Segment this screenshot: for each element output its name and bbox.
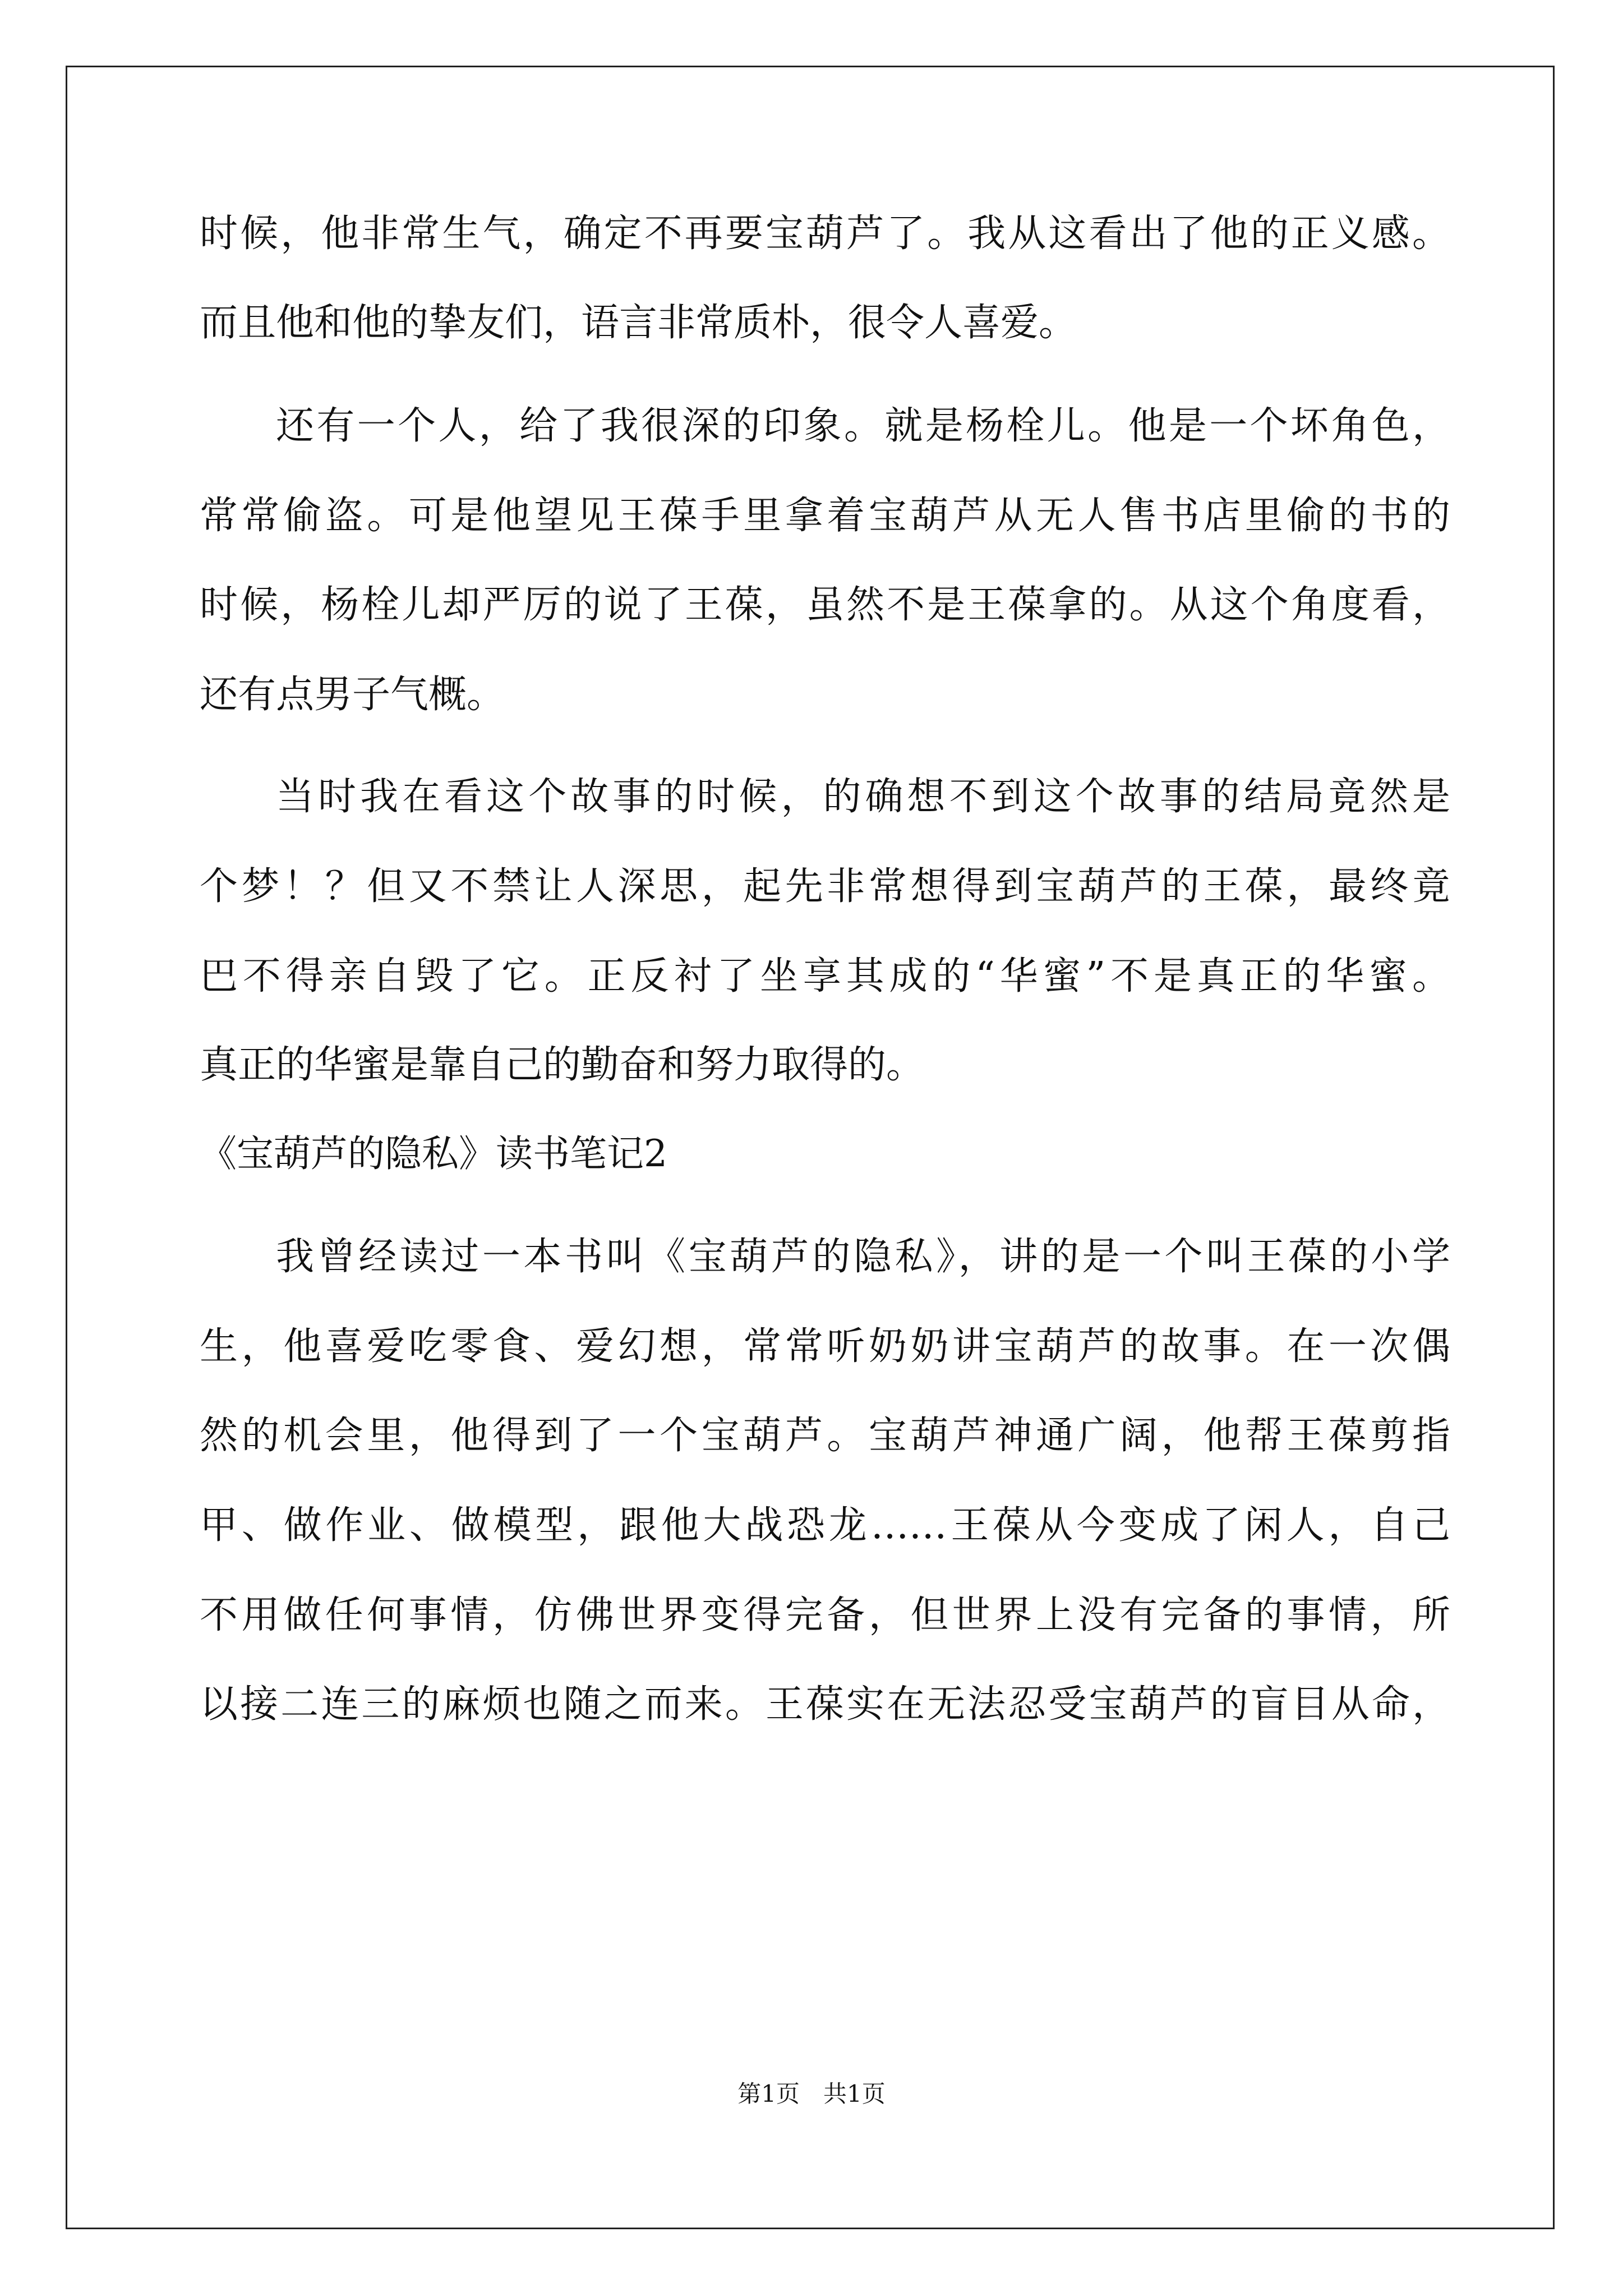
text-line: 我曾经读过一本书叫《宝葫芦的隐私》，讲的是一个叫王葆的小学 [276,1235,1450,1279]
text-line: 甲、做作业、做模型，跟他大战恐龙……王葆从今变成了闲人，自己 [200,1503,1450,1548]
text-line: 巴不得亲自毁了它。正反衬了坐享其成的“华蜜”不是真正的华蜜。 [200,954,1450,999]
text-line: 当时我在看这个故事的时候，的确想不到这个故事的结局竟然是 [276,775,1450,819]
text-line: 而且他和他的挚友们，语言非常质朴，很令人喜爱。 [200,301,1077,345]
text-line: 以接二连三的麻烦也随之而来。王葆实在无法忍受宝葫芦的盲目从命， [200,1682,1450,1727]
text-line: 然的机会里，他得到了一个宝葫芦。宝葫芦神通广阔，他帮王葆剪指 [200,1414,1450,1458]
text-line: 常常偷盗。可是他望见王葆手里拿着宝葫芦从无人售书店里偷的书的 [200,494,1450,538]
text-line: 生，他喜爱吃零食、爱幻想，常常听奶奶讲宝葫芦的故事。在一次偶 [200,1324,1450,1369]
text-line: 还有一个人，给了我很深的印象。就是杨栓儿。他是一个坏角色， [276,404,1450,448]
text-line: 真正的华蜜是靠自己的勤奋和努力取得的。 [200,1043,925,1087]
text-line: 还有点男子气概。 [200,673,505,717]
section-heading: 《宝葫芦的隐私》读书笔记2 [200,1132,667,1175]
page-number-footer: 第1页 共1页 [737,2080,886,2108]
text-line: 时候，他非常生气，确定不再要宝葫芦了。我从这看出了他的正义感。 [200,211,1450,256]
text-line: 个梦！？但又不禁让人深思，起先非常想得到宝葫芦的王葆，最终竟 [200,864,1450,909]
text-line: 不用做任何事情，仿佛世界变得完备，但世界上没有完备的事情，所 [200,1593,1450,1637]
text-line: 时候，杨栓儿却严厉的说了王葆，虽然不是王葆拿的。从这个角度看， [200,583,1450,627]
